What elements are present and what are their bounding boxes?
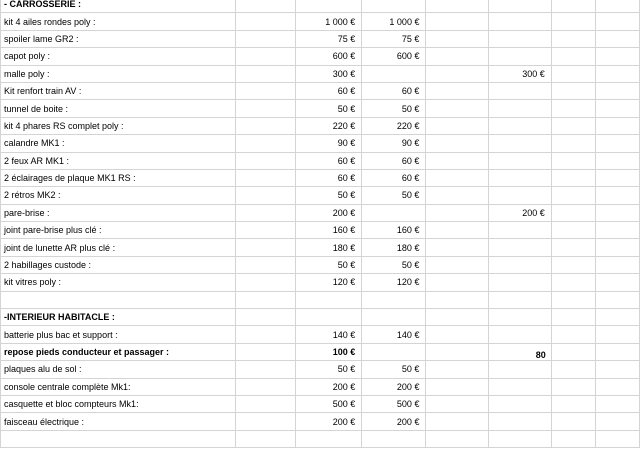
empty-cell[interactable] bbox=[235, 239, 295, 256]
empty-cell[interactable] bbox=[426, 395, 488, 412]
table-row bbox=[1, 48, 640, 65]
price-cell[interactable]: 80 bbox=[488, 343, 551, 360]
empty-cell[interactable] bbox=[426, 291, 488, 308]
item-label-cell[interactable]: joint de lunette AR plus clé : bbox=[1, 239, 236, 256]
empty-cell[interactable] bbox=[595, 117, 639, 134]
item-label-cell[interactable]: kit 4 phares RS complet poly : bbox=[1, 117, 236, 134]
price-cell[interactable]: 120 € bbox=[362, 274, 426, 291]
price-cell[interactable]: 500 € bbox=[362, 395, 426, 412]
price-cell[interactable]: 50 € bbox=[362, 256, 426, 273]
empty-cell[interactable] bbox=[595, 361, 639, 378]
empty-cell[interactable] bbox=[551, 326, 595, 343]
item-label-cell[interactable] bbox=[1, 291, 236, 308]
price-cell[interactable]: 75 € bbox=[362, 30, 426, 47]
price-cell[interactable]: 100 € bbox=[296, 343, 362, 360]
table-row bbox=[1, 65, 640, 82]
empty-cell[interactable] bbox=[551, 256, 595, 273]
empty-cell[interactable] bbox=[595, 152, 639, 169]
price-cell[interactable]: 50 € bbox=[362, 361, 426, 378]
price-cell[interactable]: 220 € bbox=[362, 117, 426, 134]
price-cell[interactable] bbox=[488, 169, 551, 186]
price-cell[interactable] bbox=[362, 309, 426, 326]
table-row bbox=[1, 378, 640, 395]
price-cell[interactable]: 160 € bbox=[362, 222, 426, 239]
empty-cell[interactable] bbox=[595, 343, 639, 360]
empty-cell[interactable] bbox=[235, 378, 295, 395]
price-cell[interactable] bbox=[488, 117, 551, 134]
empty-cell[interactable] bbox=[551, 65, 595, 82]
empty-cell[interactable] bbox=[595, 413, 639, 430]
empty-cell[interactable] bbox=[426, 204, 488, 221]
empty-cell[interactable] bbox=[551, 187, 595, 204]
empty-cell[interactable] bbox=[551, 361, 595, 378]
empty-cell[interactable] bbox=[426, 0, 488, 13]
price-cell[interactable]: 60 € bbox=[362, 82, 426, 99]
empty-cell[interactable] bbox=[426, 309, 488, 326]
price-cell[interactable] bbox=[362, 343, 426, 360]
empty-cell[interactable] bbox=[551, 413, 595, 430]
table-row bbox=[1, 13, 640, 30]
empty-cell[interactable] bbox=[235, 13, 295, 30]
empty-cell[interactable] bbox=[595, 169, 639, 186]
table-row bbox=[1, 256, 640, 273]
price-cell[interactable]: 220 € bbox=[296, 117, 362, 134]
empty-cell[interactable] bbox=[551, 0, 595, 13]
price-cell[interactable] bbox=[488, 378, 551, 395]
item-label-cell[interactable]: 2 rétros MK2 : bbox=[1, 187, 236, 204]
empty-cell[interactable] bbox=[551, 430, 595, 447]
item-label-cell[interactable]: batterie plus bac et support : bbox=[1, 326, 236, 343]
table-row bbox=[1, 239, 640, 256]
price-cell[interactable] bbox=[362, 65, 426, 82]
empty-cell[interactable] bbox=[235, 309, 295, 326]
empty-cell[interactable] bbox=[595, 395, 639, 412]
empty-cell[interactable] bbox=[551, 239, 595, 256]
empty-cell[interactable] bbox=[235, 274, 295, 291]
item-label-cell[interactable]: plaques alu de sol : bbox=[1, 361, 236, 378]
empty-cell[interactable] bbox=[551, 117, 595, 134]
empty-cell[interactable] bbox=[426, 152, 488, 169]
table-row bbox=[1, 204, 640, 221]
price-cell[interactable] bbox=[296, 291, 362, 308]
price-cell[interactable]: 180 € bbox=[296, 239, 362, 256]
empty-cell[interactable] bbox=[595, 48, 639, 65]
empty-cell[interactable] bbox=[595, 135, 639, 152]
price-cell[interactable]: 180 € bbox=[362, 239, 426, 256]
empty-cell[interactable] bbox=[551, 291, 595, 308]
item-label-cell[interactable]: tunnel de boite : bbox=[1, 100, 236, 117]
empty-cell[interactable] bbox=[551, 378, 595, 395]
empty-cell[interactable] bbox=[426, 30, 488, 47]
price-cell[interactable]: 50 € bbox=[296, 256, 362, 273]
item-label-cell[interactable]: kit 4 ailes rondes poly : bbox=[1, 13, 236, 30]
price-cell[interactable] bbox=[488, 239, 551, 256]
price-cell[interactable]: 200 € bbox=[296, 204, 362, 221]
empty-cell[interactable] bbox=[595, 309, 639, 326]
empty-cell[interactable] bbox=[595, 82, 639, 99]
price-cell[interactable] bbox=[362, 291, 426, 308]
empty-cell[interactable] bbox=[235, 65, 295, 82]
price-cell[interactable]: 200 € bbox=[488, 204, 551, 221]
item-label-cell[interactable] bbox=[1, 430, 236, 447]
item-label-cell[interactable]: spoiler lame GR2 : bbox=[1, 30, 236, 47]
empty-cell[interactable] bbox=[235, 291, 295, 308]
empty-cell[interactable] bbox=[426, 274, 488, 291]
table-row bbox=[1, 82, 640, 99]
price-cell[interactable]: 50 € bbox=[296, 361, 362, 378]
empty-cell[interactable] bbox=[426, 117, 488, 134]
empty-cell[interactable] bbox=[551, 309, 595, 326]
item-label-cell[interactable]: joint pare-brise plus clé : bbox=[1, 222, 236, 239]
empty-cell[interactable] bbox=[551, 395, 595, 412]
table-row bbox=[1, 117, 640, 134]
item-label-cell[interactable]: -INTERIEUR HABITACLE : bbox=[1, 309, 236, 326]
empty-cell[interactable] bbox=[235, 152, 295, 169]
empty-cell[interactable] bbox=[235, 117, 295, 134]
empty-cell[interactable] bbox=[235, 82, 295, 99]
empty-cell[interactable] bbox=[551, 204, 595, 221]
price-cell[interactable]: 160 € bbox=[296, 222, 362, 239]
price-cell[interactable] bbox=[488, 309, 551, 326]
table-row bbox=[1, 100, 640, 117]
price-cell[interactable]: 140 € bbox=[296, 326, 362, 343]
price-cell[interactable]: 50 € bbox=[362, 100, 426, 117]
table-row bbox=[1, 187, 640, 204]
empty-cell[interactable] bbox=[426, 413, 488, 430]
empty-cell[interactable] bbox=[595, 326, 639, 343]
price-cell[interactable] bbox=[488, 326, 551, 343]
table-row bbox=[1, 30, 640, 47]
item-label-cell[interactable]: pare-brise : bbox=[1, 204, 236, 221]
empty-cell[interactable] bbox=[426, 239, 488, 256]
empty-cell[interactable] bbox=[235, 48, 295, 65]
price-cell[interactable]: 50 € bbox=[362, 187, 426, 204]
item-label-cell[interactable]: 2 feux AR MK1 : bbox=[1, 152, 236, 169]
price-cell[interactable] bbox=[488, 291, 551, 308]
empty-cell[interactable] bbox=[595, 204, 639, 221]
section-header-row bbox=[1, 309, 640, 326]
empty-cell[interactable] bbox=[235, 395, 295, 412]
empty-cell[interactable] bbox=[551, 222, 595, 239]
table-row bbox=[1, 395, 640, 412]
price-cell[interactable] bbox=[488, 430, 551, 447]
empty-cell[interactable] bbox=[551, 343, 595, 360]
empty-cell[interactable] bbox=[595, 0, 639, 13]
empty-cell[interactable] bbox=[235, 0, 295, 13]
item-label-cell[interactable]: calandre MK1 : bbox=[1, 135, 236, 152]
table-row bbox=[1, 413, 640, 430]
empty-cell[interactable] bbox=[426, 82, 488, 99]
empty-cell[interactable] bbox=[235, 100, 295, 117]
empty-cell[interactable] bbox=[551, 152, 595, 169]
price-cell[interactable] bbox=[488, 361, 551, 378]
price-cell[interactable] bbox=[488, 413, 551, 430]
empty-cell[interactable] bbox=[551, 169, 595, 186]
price-cell[interactable]: 75 € bbox=[296, 30, 362, 47]
price-cell[interactable] bbox=[362, 0, 426, 13]
empty-cell[interactable] bbox=[426, 13, 488, 30]
price-cell[interactable]: 300 € bbox=[488, 65, 551, 82]
empty-cell[interactable] bbox=[235, 187, 295, 204]
price-cell[interactable]: 600 € bbox=[362, 48, 426, 65]
item-label-cell[interactable]: casquette et bloc compteurs Mk1: bbox=[1, 395, 236, 412]
empty-cell[interactable] bbox=[426, 169, 488, 186]
empty-cell[interactable] bbox=[551, 82, 595, 99]
empty-cell[interactable] bbox=[426, 326, 488, 343]
empty-cell[interactable] bbox=[426, 343, 488, 360]
blank-row bbox=[1, 430, 640, 447]
price-cell[interactable] bbox=[296, 0, 362, 13]
empty-cell[interactable] bbox=[426, 361, 488, 378]
empty-cell[interactable] bbox=[595, 222, 639, 239]
empty-cell[interactable] bbox=[595, 13, 639, 30]
price-cell[interactable] bbox=[488, 256, 551, 273]
price-cell[interactable] bbox=[488, 82, 551, 99]
price-cell[interactable]: 60 € bbox=[362, 169, 426, 186]
empty-cell[interactable] bbox=[235, 256, 295, 273]
table-row bbox=[1, 135, 640, 152]
price-cell[interactable]: 600 € bbox=[296, 48, 362, 65]
table-row bbox=[1, 361, 640, 378]
empty-cell[interactable] bbox=[551, 274, 595, 291]
section-header-row bbox=[1, 0, 640, 13]
price-cell[interactable] bbox=[488, 152, 551, 169]
price-cell[interactable]: 90 € bbox=[362, 135, 426, 152]
empty-cell[interactable] bbox=[235, 361, 295, 378]
empty-cell[interactable] bbox=[551, 100, 595, 117]
item-label-cell[interactable]: malle poly : bbox=[1, 65, 236, 82]
empty-cell[interactable] bbox=[426, 222, 488, 239]
empty-cell[interactable] bbox=[595, 274, 639, 291]
price-cell[interactable]: 200 € bbox=[296, 378, 362, 395]
price-cell[interactable]: 50 € bbox=[296, 187, 362, 204]
price-cell[interactable]: 140 € bbox=[362, 326, 426, 343]
empty-cell[interactable] bbox=[595, 378, 639, 395]
item-label-cell[interactable]: - CARROSSERIE : bbox=[1, 0, 236, 13]
empty-cell[interactable] bbox=[426, 430, 488, 447]
table-row bbox=[1, 343, 640, 360]
empty-cell[interactable] bbox=[595, 65, 639, 82]
empty-cell[interactable] bbox=[235, 204, 295, 221]
table-row bbox=[1, 152, 640, 169]
table-row bbox=[1, 326, 640, 343]
item-label-cell[interactable]: capot poly : bbox=[1, 48, 236, 65]
item-label-cell[interactable]: repose pieds conducteur et passager : bbox=[1, 343, 236, 360]
price-cell[interactable] bbox=[296, 309, 362, 326]
price-cell[interactable] bbox=[296, 430, 362, 447]
price-cell[interactable]: 90 € bbox=[296, 135, 362, 152]
empty-cell[interactable] bbox=[595, 30, 639, 47]
empty-cell[interactable] bbox=[426, 135, 488, 152]
price-cell[interactable] bbox=[488, 13, 551, 30]
blank-row bbox=[1, 291, 640, 308]
empty-cell[interactable] bbox=[595, 256, 639, 273]
empty-cell[interactable] bbox=[551, 48, 595, 65]
empty-cell[interactable] bbox=[595, 239, 639, 256]
item-label-cell[interactable]: Kit renfort train AV : bbox=[1, 82, 236, 99]
item-label-cell[interactable]: 2 éclairages de plaque MK1 RS : bbox=[1, 169, 236, 186]
price-cell[interactable] bbox=[488, 222, 551, 239]
empty-cell[interactable] bbox=[551, 30, 595, 47]
price-cell[interactable] bbox=[488, 100, 551, 117]
price-cell[interactable]: 50 € bbox=[296, 100, 362, 117]
empty-cell[interactable] bbox=[426, 48, 488, 65]
price-cell[interactable]: 200 € bbox=[362, 378, 426, 395]
empty-cell[interactable] bbox=[235, 430, 295, 447]
empty-cell[interactable] bbox=[235, 222, 295, 239]
empty-cell[interactable] bbox=[235, 135, 295, 152]
price-cell[interactable]: 60 € bbox=[296, 152, 362, 169]
price-cell[interactable] bbox=[362, 204, 426, 221]
empty-cell[interactable] bbox=[235, 343, 295, 360]
price-cell[interactable] bbox=[488, 187, 551, 204]
item-label-cell[interactable]: kit vitres poly : bbox=[1, 274, 236, 291]
table-row bbox=[1, 274, 640, 291]
empty-cell[interactable] bbox=[595, 187, 639, 204]
empty-cell[interactable] bbox=[595, 430, 639, 447]
price-cell[interactable]: 200 € bbox=[296, 413, 362, 430]
empty-cell[interactable] bbox=[426, 65, 488, 82]
price-cell[interactable] bbox=[488, 0, 551, 13]
price-cell[interactable]: 300 € bbox=[296, 65, 362, 82]
empty-cell[interactable] bbox=[235, 30, 295, 47]
empty-cell[interactable] bbox=[551, 135, 595, 152]
empty-cell[interactable] bbox=[426, 378, 488, 395]
price-cell[interactable]: 1 000 € bbox=[362, 13, 426, 30]
price-cell[interactable]: 1 000 € bbox=[296, 13, 362, 30]
price-cell[interactable]: 200 € bbox=[362, 413, 426, 430]
item-label-cell[interactable]: faisceau électrique : bbox=[1, 413, 236, 430]
price-cell[interactable] bbox=[488, 135, 551, 152]
item-label-cell[interactable]: console centrale complète Mk1: bbox=[1, 378, 236, 395]
price-cell[interactable] bbox=[488, 395, 551, 412]
table-row bbox=[1, 222, 640, 239]
empty-cell[interactable] bbox=[551, 13, 595, 30]
price-cell[interactable]: 60 € bbox=[296, 169, 362, 186]
empty-cell[interactable] bbox=[426, 100, 488, 117]
empty-cell[interactable] bbox=[426, 187, 488, 204]
price-cell[interactable] bbox=[488, 274, 551, 291]
item-label-cell[interactable]: 2 habillages custode : bbox=[1, 256, 236, 273]
empty-cell[interactable] bbox=[426, 256, 488, 273]
price-cell[interactable]: 500 € bbox=[296, 395, 362, 412]
price-cell[interactable] bbox=[488, 30, 551, 47]
empty-cell[interactable] bbox=[595, 100, 639, 117]
table-row bbox=[1, 169, 640, 186]
price-cell[interactable]: 60 € bbox=[362, 152, 426, 169]
price-cell[interactable]: 120 € bbox=[296, 274, 362, 291]
empty-cell[interactable] bbox=[235, 169, 295, 186]
empty-cell[interactable] bbox=[235, 413, 295, 430]
price-cell[interactable] bbox=[362, 430, 426, 447]
price-cell[interactable] bbox=[488, 48, 551, 65]
price-cell[interactable]: 60 € bbox=[296, 82, 362, 99]
empty-cell[interactable] bbox=[595, 291, 639, 308]
empty-cell[interactable] bbox=[235, 326, 295, 343]
